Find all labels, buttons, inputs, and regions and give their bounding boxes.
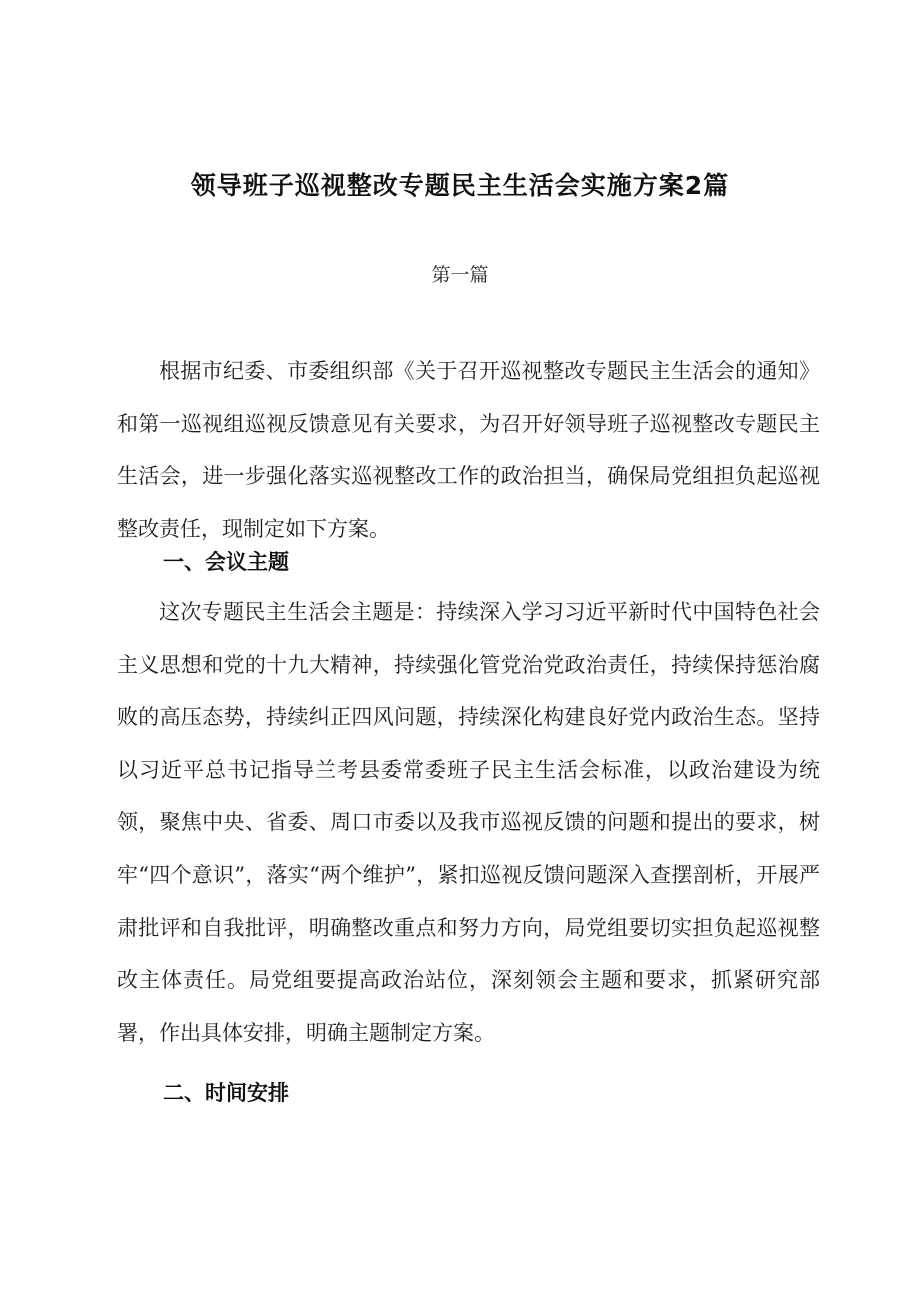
section-heading-meeting-theme: 一、会议主题	[163, 550, 289, 574]
section-paragraph-meeting-theme: 这次专题民主生活会主题是：持续深入学习习近平新时代中国特色社会主义思想和党的十九大精神，持续强化管党治党政治责任，持续保持惩治腐败的高压态势，持续纠正四风问题，持续深化构建良好党内政治生态。坚持以习近平总书记指导兰考县委常委班子民主生活会标准，以政治建设为统领，聚焦中央、省委、周口市委以及我市巡视反馈的问题和提出的要求，树牢“四个意识”，落实“两个维护”，紧扣巡视反馈问题深入查摆剖析，开展严肃批评和自我批评，明确整改重点和努力方向，局党组要切实担负起巡视整改主体责任。局党组要提高政治站位，深刻领会主题和要求，抓紧研究部署，作出具体安排，明确主题制定方案。	[117, 600, 820, 1045]
intro-paragraph: 根据市纪委、市委组织部《关于召开巡视整改专题民主生活会的通知》和第一巡视组巡视反馈意见有关要求，为召开好领导班子巡视整改专题民主生活会，进一步强化落实巡视整改工作的政治担当，确保局党组担负起巡视整改责任，现制定如下方案。	[117, 359, 820, 541]
document-title: 领导班子巡视整改专题民主生活会实施方案2篇	[190, 171, 730, 200]
part-label: 第一篇	[431, 264, 489, 286]
section-heading-schedule: 二、时间安排	[163, 1081, 289, 1105]
